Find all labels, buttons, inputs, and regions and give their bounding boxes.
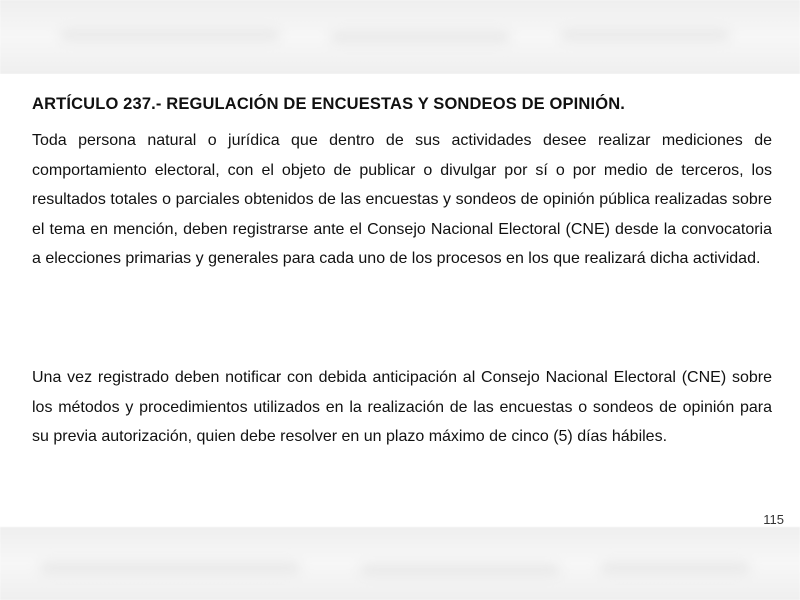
blurred-text-line xyxy=(330,32,510,42)
document-page xyxy=(0,74,800,527)
article-heading: ARTÍCULO 237.- REGULACIÓN DE ENCUESTAS Y SONDEOS DE OPINIÓN. xyxy=(32,95,626,113)
article-paragraph-2: Una vez registrado deben notificar con debida anticipación al Consejo Nacional Electoral (CNE) sobre los métodos y procedimientos utilizados en la realización de las encuestas o sondeos de opinión para su previa autorización, quien debe resolver en un plazo máximo de cinco (5) días hábiles. xyxy=(32,369,772,446)
article-paragraph-1: Toda persona natural o jurídica que dentro de sus actividades desee realizar mediciones de comportamiento electoral, con el objeto de publicar o divulgar por sí o por medio de terceros, los resultados totales o parciales obtenidos de las encuestas y sondeos de opinión pública realizadas sobre el tema en mención, deben registrarse ante el Consejo Nacional Electoral (CNE) desde la convocatoria a elecciones primarias y generales para cada uno de los procesos en los que realizará dicha actividad. xyxy=(32,132,772,268)
blurred-text-line xyxy=(560,30,730,40)
blurred-top-region xyxy=(0,0,800,74)
blurred-bottom-region xyxy=(0,527,800,600)
blurred-text-line xyxy=(60,30,280,40)
blurred-text-line xyxy=(40,563,300,573)
page-number: 115 xyxy=(763,512,784,527)
blurred-text-line xyxy=(600,563,750,573)
blurred-text-line xyxy=(360,565,560,575)
